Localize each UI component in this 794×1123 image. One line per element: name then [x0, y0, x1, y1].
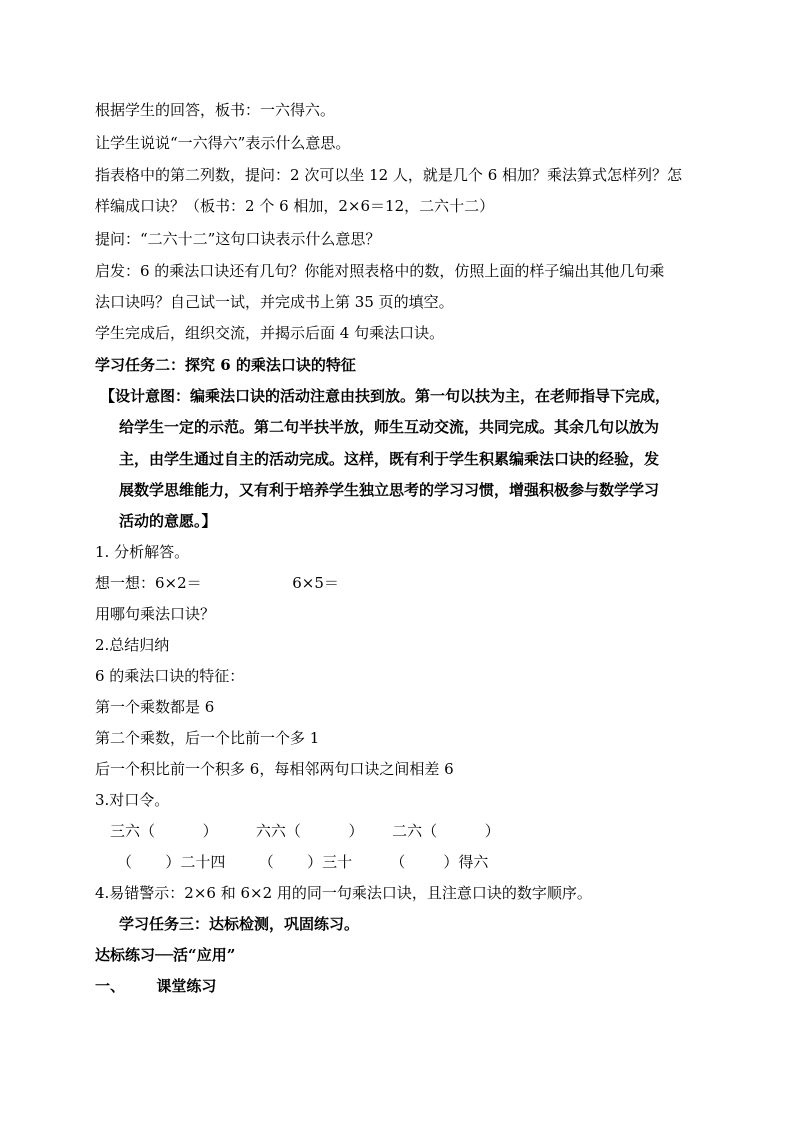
design-intent-1: 【设计意图：编乘法口诀的活动注意由扶到放。第一句以扶为主，在老师指导下完成， [100, 387, 671, 405]
which-rhyme: 用哪句乘法口诀？ [95, 605, 216, 623]
line-2: 让学生说说“一六得六”表示什么意思。 [95, 134, 351, 152]
think-line: 想一想：6×2＝ 6×5＝ [95, 574, 339, 592]
design-intent-2: 给学生一定的示范。第二句半扶半放，师生互动交流，共同完成。其余几句以放为 [119, 418, 660, 436]
section-1: 1. 分析解答。 [95, 543, 190, 561]
line-8: 学生完成后，组织交流，并揭示后面 4 句乘法口诀。 [95, 324, 445, 342]
drill-row-2: （ ）二十四 （ ）三十 （ ）得六 [117, 853, 489, 871]
section-2: 2.总结归纳 [95, 636, 170, 654]
design-intent-5: 活动的意愿。】 [119, 512, 217, 530]
design-intent-4: 展数学思维能力，又有利于培养学生独立思考的学习习惯，增强积极参与数学学习 [119, 481, 660, 499]
features-title: 6 的乘法口诀的特征： [95, 667, 245, 685]
practice-heading: 达标练习──活“应用” [95, 946, 236, 964]
section-3: 3.对口令。 [95, 791, 170, 809]
feature-3: 后一个积比前一个积多 6，每相邻两句口诀之间相差 6 [95, 760, 454, 778]
class-practice-heading: 一、 课堂练习 [95, 977, 217, 995]
feature-2: 第二个乘数，后一个比前一个多 1 [95, 729, 320, 747]
feature-1: 第一个乘数都是 6 [95, 698, 215, 716]
line-7: 法口诀吗？自己试一试，并完成书上第 35 页的填空。 [95, 293, 454, 311]
line-3: 指表格中的第二列数，提问：2 次可以坐 12 人，就是几个 6 相加？乘法算式怎样列？怎 [95, 166, 683, 184]
line-4: 样编成口诀？（板书：2 个 6 相加，2×6＝12，二六十二） [95, 197, 495, 215]
line-1: 根据学生的回答，板书：一六得六。 [95, 101, 336, 119]
task2-heading: 学习任务二：探究 6 的乘法口诀的特征 [95, 356, 356, 374]
section-4: 4.易错警示：2×6 和 6×2 用的同一句乘法口诀，且注意口诀的数字顺序。 [95, 884, 592, 902]
line-6: 启发：6 的乘法口诀还有几句？你能对照表格中的数，仿照上面的样子编出其他几句乘 [95, 262, 665, 280]
drill-row-1: 三六（ ） 六六（ ） 二六（ ） [110, 822, 500, 840]
line-5: 提问：“二六十二”这句口诀表示什么意思？ [95, 230, 381, 248]
design-intent-3: 主，由学生通过自主的活动完成。这样，既有利于学生积累编乘法口诀的经验，发 [119, 450, 660, 468]
task3-heading: 学习任务三：达标检测，巩固练习。 [119, 915, 360, 933]
